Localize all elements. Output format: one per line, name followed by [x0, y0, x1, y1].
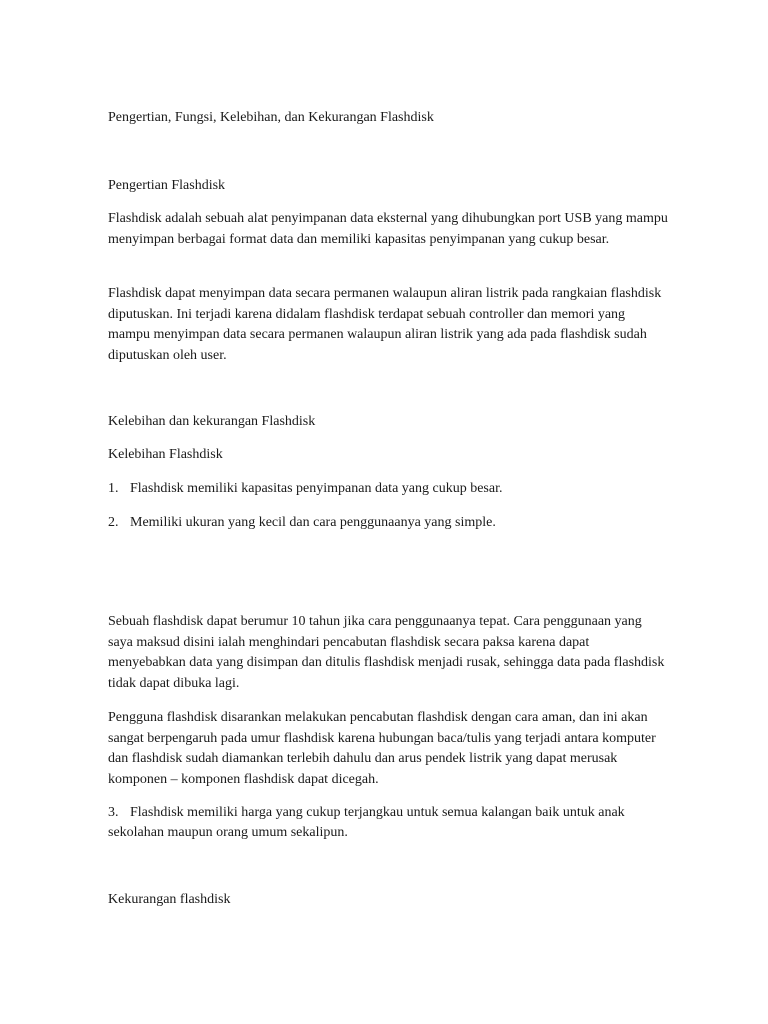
list-item [108, 479, 502, 499]
list-item [108, 513, 496, 533]
paragraph-definition: Flashdisk adalah sebuah alat penyimpanan data eksternal yang dihubungkan port USB yang mampu menyimpan berbagai format data dan memiliki kapasitas penyimpanan yang cukup besar. [108, 211, 668, 247]
list-text: Flashdisk memiliki kapasitas penyimpanan data yang cukup besar. [130, 481, 503, 496]
heading-pengertian: Pengertian Flashdisk [108, 178, 226, 193]
document-title: Pengertian, Fungsi, Kelebihan, dan Kekurangan Flashdisk [108, 110, 434, 125]
paragraph-lifespan: Sebuah flashdisk dapat berumur 10 tahun jika cara penggunaanya tepat. Cara penggunaan yang saya maksud disini ialah menghindari pencabutan flashdisk secara paksa karena dapat menyebabkan data yang disimpan dan ditulis flashdisk menjadi rusak, sehingga data pada flashdisk tidak dapat dibuka lagi. [108, 614, 665, 691]
paragraph-permanent-storage: Flashdisk dapat menyimpan data secara permanen walaupun aliran listrik pada rangkaian flashdisk diputuskan. Ini terjadi karena didalam flashdisk terdapat sebuah controller dan memori yang mampu menyimpan data secara permanen walaupun aliran listrik yang ada pada flashdisk sudah diputuskan oleh user. [108, 286, 662, 363]
heading-kekurangan: Kekurangan flashdisk [108, 892, 231, 907]
list-number: 3. [108, 805, 119, 820]
list-text: Flashdisk memiliki harga yang cukup terjangkau untuk semua kalangan baik untuk anak sekolahan maupun orang umum sekalipun. [108, 805, 625, 840]
list-text: Memiliki ukuran yang kecil dan cara penggunaanya yang simple. [130, 515, 496, 530]
paragraph-safe-removal: Pengguna flashdisk disarankan melakukan pencabutan flashdisk dengan cara aman, dan ini akan sangat berpengaruh pada umur flashdisk karena hubungan baca/tulis yang terjadi antara komputer dan flashdisk sudah diamankan terlebih dahulu dan arus pendek listrik yang dapat merusak komponen – komponen flashdisk dapat dicegah. [108, 710, 656, 787]
heading-kelebihan: Kelebihan Flashdisk [108, 447, 223, 462]
list-number: 2. [108, 515, 119, 530]
heading-kelebihan-kekurangan: Kelebihan dan kekurangan Flashdisk [108, 414, 316, 429]
list-item [108, 803, 668, 843]
list-number: 1. [108, 481, 119, 496]
